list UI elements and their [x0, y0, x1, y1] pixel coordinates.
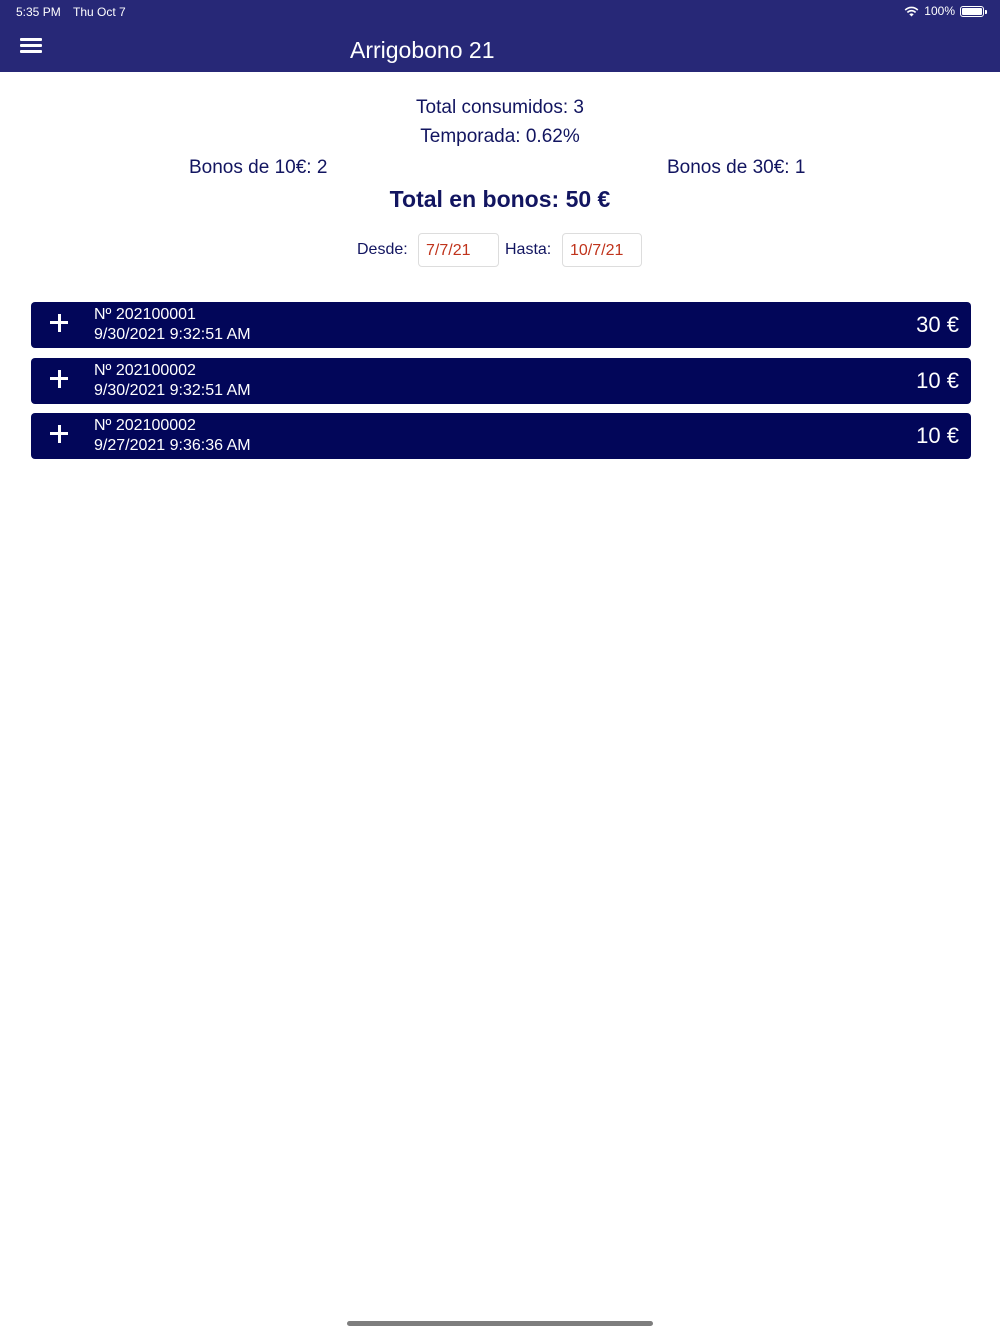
- list-item[interactable]: [31, 413, 971, 459]
- bono-amount: 10 €: [916, 423, 959, 448]
- hasta-label: Hasta:: [505, 241, 552, 258]
- bono-datetime: 9/30/2021 9:32:51 AM: [94, 326, 251, 343]
- navigation-bar: [0, 0, 1000, 72]
- temporada: Temporada: 0.62%: [420, 126, 580, 147]
- status-date: Thu Oct 7: [73, 5, 126, 19]
- bono-number: Nº 202100002: [94, 417, 196, 434]
- bonos-30: Bonos de 30€: 1: [667, 157, 806, 178]
- total-en-bonos: Total en bonos: 50 €: [389, 186, 611, 212]
- list-item[interactable]: [31, 302, 971, 348]
- bono-datetime: 9/30/2021 9:32:51 AM: [94, 382, 251, 399]
- status-time: 5:35 PM: [16, 5, 61, 19]
- battery-icon: [960, 6, 984, 17]
- bono-number: Nº 202100001: [94, 306, 196, 323]
- wifi-icon: [904, 6, 919, 17]
- list-item[interactable]: [31, 358, 971, 404]
- menu-icon[interactable]: [20, 38, 42, 54]
- home-indicator: [347, 1321, 653, 1326]
- desde-label: Desde:: [357, 241, 408, 258]
- page-title: Arrigobono 21: [350, 37, 495, 63]
- bono-datetime: 9/27/2021 9:36:36 AM: [94, 437, 251, 454]
- total-consumidos: Total consumidos: 3: [416, 97, 584, 118]
- bono-number: Nº 202100002: [94, 362, 196, 379]
- plus-icon[interactable]: [50, 424, 70, 444]
- hasta-date-picker[interactable]: 10/7/21: [562, 233, 642, 267]
- battery-percent: 100%: [924, 4, 955, 18]
- plus-icon[interactable]: [50, 369, 70, 389]
- status-indicators: [904, 4, 984, 18]
- bono-amount: 30 €: [916, 312, 959, 337]
- plus-icon[interactable]: [50, 313, 70, 333]
- bono-amount: 10 €: [916, 368, 959, 393]
- desde-date-picker[interactable]: 7/7/21: [418, 233, 499, 267]
- bonos-10: Bonos de 10€: 2: [189, 157, 328, 178]
